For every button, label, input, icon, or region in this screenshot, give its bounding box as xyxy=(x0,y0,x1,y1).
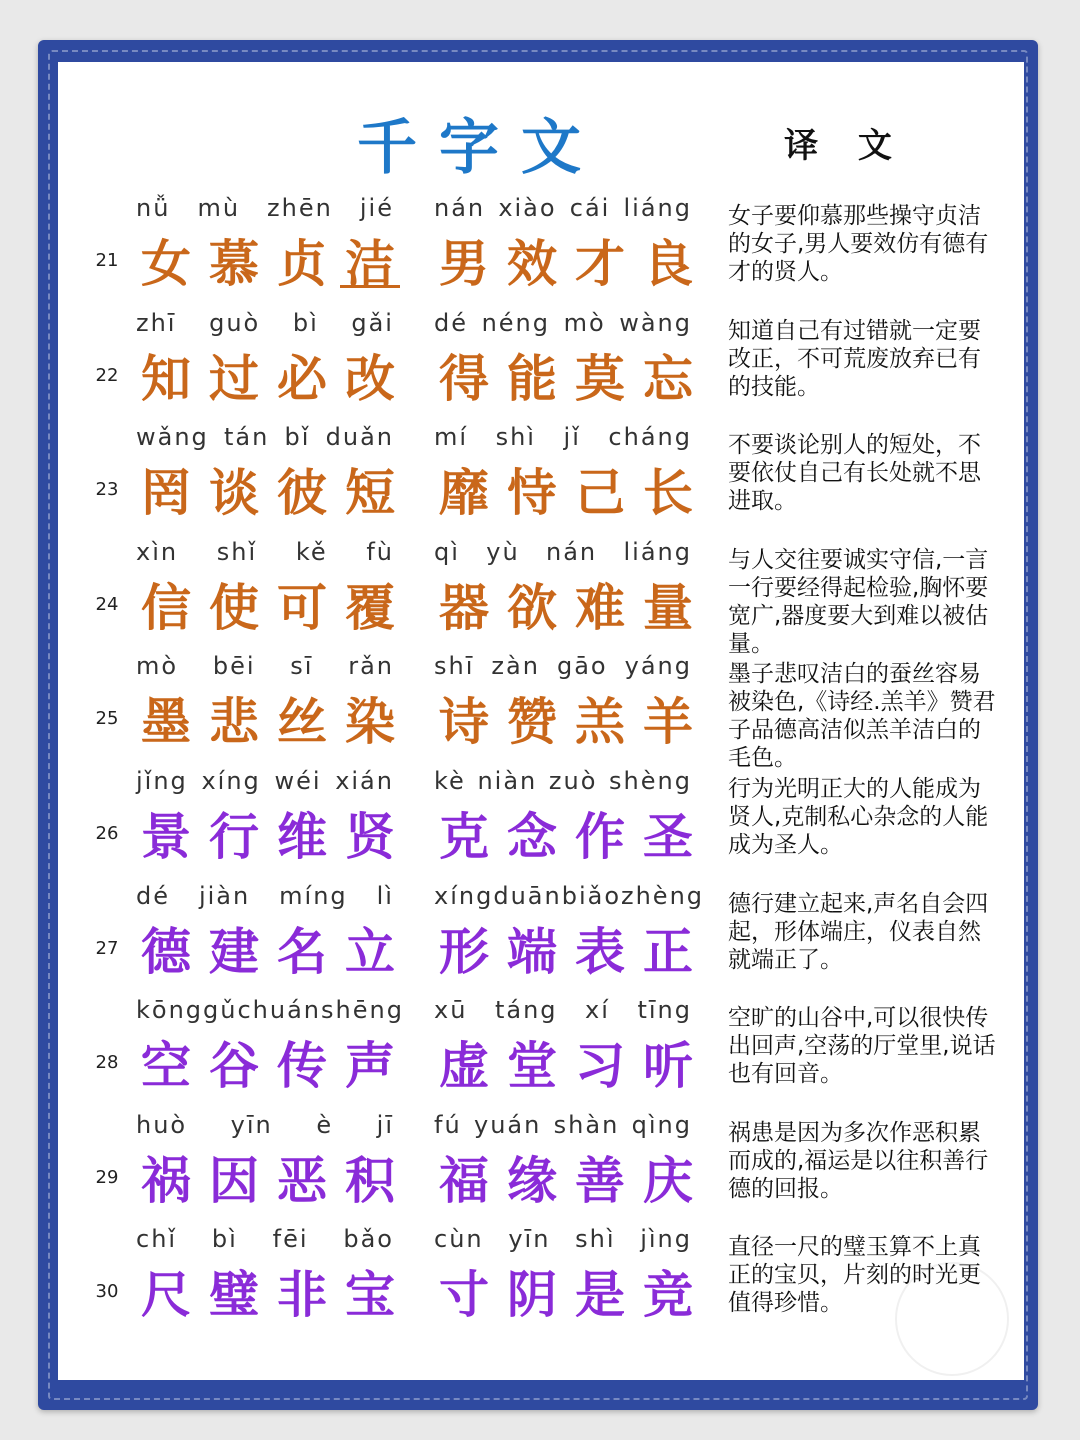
hanzi-left xyxy=(136,1255,400,1325)
pinyin-syllable: mù xyxy=(197,194,241,222)
verse-row xyxy=(88,988,1008,1102)
verse-number: 25 xyxy=(95,708,119,730)
hanzi-right xyxy=(434,453,698,523)
verse-translation: 女子要仰慕那些操守贞洁的女子,男人要效仿有德有才的贤人。 xyxy=(728,203,989,285)
verse-translation: 德行建立起来,声名自会四起，形体端庄，仪表自然就端正了。 xyxy=(728,890,989,973)
pinyin-syllable: shèng xyxy=(609,767,692,795)
hanzi-character: 女 xyxy=(141,234,191,293)
hanzi-character: 善 xyxy=(575,1150,625,1210)
hanzi-character: 短 xyxy=(345,463,395,523)
hanzi-character: 堂 xyxy=(507,1036,557,1096)
hanzi-character: 念 xyxy=(507,807,557,866)
verse-translation: 行为光明正大的人能成为贤人,克制私心杂念的人能成为圣人。 xyxy=(728,776,989,858)
hanzi-character: 圣 xyxy=(643,807,693,866)
hanzi-character: 空 xyxy=(141,1036,191,1096)
pinyin-syllable: tán xyxy=(223,423,270,452)
pinyin-right xyxy=(434,881,705,912)
verse-translation: 祸患是因为多次作恶积累而成的,福运是以往积善行德的回报。 xyxy=(728,1119,989,1202)
verse-number: 23 xyxy=(95,479,119,501)
pinyin-syllable: zuò xyxy=(548,767,598,795)
hanzi-character: 庆 xyxy=(643,1150,693,1210)
pinyin-syllable: nán xyxy=(434,194,486,222)
pinyin-syllable: shàn xyxy=(553,1110,620,1139)
hanzi-right xyxy=(434,568,698,637)
hanzi-character: 正 xyxy=(643,921,693,981)
hanzi-character: 己 xyxy=(575,463,625,523)
pinyin-syllable: fú xyxy=(434,1110,462,1139)
pinyin-right xyxy=(434,652,692,682)
verse-translation: 知道自己有过错就一定要改正，不可荒废放弃已有的技能。 xyxy=(728,317,981,400)
pinyin-syllable: duān xyxy=(493,881,562,910)
page-title: 千字文 xyxy=(357,113,603,183)
hanzi-character: 男 xyxy=(439,234,489,293)
pinyin-syllable: tīng xyxy=(637,996,692,1025)
hanzi-character: 行 xyxy=(209,807,259,866)
hanzi-left xyxy=(136,682,400,752)
verse-translation: 空旷的山谷中,可以很快传出回声,空荡的厅堂里,说话也有回音。 xyxy=(728,1005,996,1088)
hanzi-character: 贤 xyxy=(345,807,395,866)
pinyin-syllable: míng xyxy=(279,881,348,910)
pinyin-syllable: gǎi xyxy=(351,308,394,337)
hanzi-character: 非 xyxy=(277,1265,327,1325)
pinyin-syllable: bì xyxy=(292,308,319,337)
verse-number: 28 xyxy=(95,1052,119,1074)
hanzi-left xyxy=(136,1141,400,1210)
hanzi-character: 声 xyxy=(345,1036,395,1096)
hanzi-character: 丝 xyxy=(277,692,327,752)
pinyin-syllable: yuán xyxy=(474,1110,542,1139)
pinyin-syllable: xū xyxy=(434,996,468,1025)
pinyin-left xyxy=(136,423,394,453)
pinyin-syllable: fù xyxy=(366,537,394,566)
pinyin-syllable: bǐ xyxy=(284,423,311,452)
pinyin-syllable: jìng xyxy=(640,1225,692,1254)
hanzi-character: 端 xyxy=(507,921,557,981)
hanzi-character: 立 xyxy=(345,921,395,981)
hanzi-right xyxy=(434,339,698,408)
pinyin-syllable: shī xyxy=(434,652,475,681)
verse-translation: 不要谈论别人的短处，不要依仗自己有长处就不思进取。 xyxy=(728,432,981,515)
pinyin-syllable: wǎng xyxy=(136,423,209,452)
hanzi-character: 洁 xyxy=(340,224,400,288)
hanzi-character: 能 xyxy=(507,348,557,408)
hanzi-character: 宝 xyxy=(345,1265,395,1325)
hanzi-character: 欲 xyxy=(507,577,557,637)
hanzi-character: 信 xyxy=(141,577,191,637)
pinyin-syllable: bǎo xyxy=(343,1225,394,1254)
pinyin-left xyxy=(136,538,394,568)
hanzi-character: 贞 xyxy=(277,234,327,293)
hanzi-character: 效 xyxy=(507,234,557,293)
pinyin-syllable: zhī xyxy=(136,308,177,337)
hanzi-right xyxy=(434,224,698,293)
pinyin-syllable: shǐ xyxy=(216,537,258,566)
hanzi-character: 羔 xyxy=(575,692,625,752)
hanzi-character: 赞 xyxy=(507,692,557,752)
pinyin-syllable: shēng xyxy=(321,996,404,1025)
pinyin-syllable: nán xyxy=(546,537,598,566)
hanzi-character: 可 xyxy=(277,577,327,637)
hanzi-character: 慕 xyxy=(209,234,259,293)
pinyin-syllable: qìng xyxy=(631,1110,692,1139)
hanzi-character: 羊 xyxy=(643,692,693,752)
hanzi-character: 恃 xyxy=(507,463,557,523)
verse-number: 30 xyxy=(95,1281,119,1303)
pinyin-syllable: lì xyxy=(376,881,394,910)
hanzi-character: 谈 xyxy=(209,463,259,523)
hanzi-character: 维 xyxy=(277,807,327,866)
pinyin-syllable: yīn xyxy=(230,1110,273,1139)
pinyin-syllable: táng xyxy=(494,996,558,1025)
pinyin-left xyxy=(136,767,394,797)
hanzi-character: 诗 xyxy=(439,692,489,752)
pinyin-syllable: dé xyxy=(434,308,468,337)
pinyin-syllable: niàn xyxy=(477,767,538,795)
pinyin-syllable: néng xyxy=(481,308,550,337)
hanzi-right xyxy=(434,797,698,866)
pinyin-syllable: kě xyxy=(295,537,328,566)
hanzi-character: 悲 xyxy=(209,692,259,752)
verse-row xyxy=(88,415,1008,529)
hanzi-character: 靡 xyxy=(439,463,489,523)
hanzi-left xyxy=(136,797,400,866)
pinyin-right xyxy=(434,996,692,1026)
hanzi-character: 改 xyxy=(345,348,395,408)
hanzi-character: 墨 xyxy=(141,692,191,752)
verse-row xyxy=(88,644,1008,772)
pinyin-left xyxy=(136,309,394,339)
pinyin-syllable: yù xyxy=(486,537,520,566)
pinyin-right xyxy=(434,1225,692,1255)
pinyin-syllable: shì xyxy=(495,423,536,452)
hanzi-character: 祸 xyxy=(141,1150,191,1210)
hanzi-character: 是 xyxy=(575,1265,625,1325)
pinyin-syllable: huò xyxy=(136,1110,188,1139)
hanzi-character: 名 xyxy=(277,921,327,981)
pinyin-syllable: jǐ xyxy=(563,423,581,452)
verse-row xyxy=(88,530,1008,657)
hanzi-character: 过 xyxy=(209,348,259,408)
pinyin-syllable: duǎn xyxy=(325,423,394,452)
pinyin-syllable: dé xyxy=(136,881,170,910)
hanzi-character: 长 xyxy=(643,463,693,523)
hanzi-right xyxy=(434,682,698,752)
pinyin-syllable: cái xyxy=(569,194,611,222)
hanzi-right xyxy=(434,1141,698,1210)
verse-row xyxy=(88,301,1008,415)
hanzi-character: 寸 xyxy=(439,1265,489,1325)
hanzi-character: 缘 xyxy=(507,1150,557,1210)
hanzi-character: 景 xyxy=(141,807,191,866)
pinyin-syllable: cùn xyxy=(434,1225,484,1254)
verse-row xyxy=(88,186,1008,300)
hanzi-character: 作 xyxy=(575,807,625,866)
hanzi-character: 谷 xyxy=(209,1036,259,1096)
hanzi-character: 必 xyxy=(277,348,327,408)
pinyin-syllable: xíng xyxy=(434,881,494,910)
pinyin-syllable: qì xyxy=(434,537,460,566)
hanzi-character: 克 xyxy=(439,807,489,866)
hanzi-character: 罔 xyxy=(141,463,191,523)
hanzi-character: 建 xyxy=(209,921,259,981)
pinyin-syllable: chǐ xyxy=(136,1225,178,1254)
pinyin-right xyxy=(434,1111,692,1141)
pinyin-left xyxy=(136,1111,394,1141)
verse-translation: 直径一尺的璧玉算不上真正的宝贝，片刻的时光更值得珍惜。 xyxy=(728,1234,981,1317)
pinyin-left xyxy=(136,194,394,224)
pinyin-syllable: jǐng xyxy=(136,767,188,795)
hanzi-character: 表 xyxy=(575,921,625,981)
hanzi-right xyxy=(434,912,698,981)
hanzi-character: 量 xyxy=(643,577,693,637)
verse-row xyxy=(88,759,1008,873)
translation-header: 译 文 xyxy=(784,126,906,166)
pinyin-syllable: fēi xyxy=(272,1225,309,1254)
hanzi-character: 虚 xyxy=(439,1036,489,1096)
pinyin-syllable: liáng xyxy=(623,537,692,566)
pinyin-syllable: wéi xyxy=(274,767,322,795)
hanzi-character: 覆 xyxy=(345,577,395,637)
pinyin-right xyxy=(434,767,692,797)
verse-translation: 墨子悲叹洁白的蚕丝容易被染色,《诗经.羔羊》赞君子品德高洁似羔羊洁白的毛色。 xyxy=(728,661,996,772)
verse-row xyxy=(88,1103,1008,1217)
hanzi-character: 德 xyxy=(141,921,191,981)
hanzi-character: 得 xyxy=(439,348,489,408)
pinyin-left xyxy=(136,1225,394,1255)
verse-row xyxy=(88,1217,1008,1331)
verse-number: 26 xyxy=(95,823,119,844)
pinyin-syllable: wàng xyxy=(619,308,692,337)
verse-row xyxy=(88,874,1008,988)
hanzi-character: 积 xyxy=(345,1150,395,1210)
hanzi-character: 阴 xyxy=(507,1265,557,1325)
verse-number: 29 xyxy=(95,1166,119,1188)
pinyin-syllable: mò xyxy=(563,308,606,337)
pinyin-syllable: yáng xyxy=(624,652,692,681)
pinyin-right xyxy=(434,309,692,339)
hanzi-character: 福 xyxy=(439,1150,489,1210)
verse-number: 21 xyxy=(95,250,119,271)
hanzi-right xyxy=(434,1255,698,1325)
pinyin-syllable: jiàn xyxy=(198,881,251,910)
pinyin-left xyxy=(136,996,404,1026)
hanzi-character: 忘 xyxy=(643,348,693,408)
verse-number: 24 xyxy=(95,593,119,615)
pinyin-left xyxy=(136,652,394,682)
pinyin-syllable: zàn xyxy=(491,652,540,681)
verse-translation: 与人交往要诚实守信,一言一行要经得起检验,胸怀要宽广,器度要大到难以被估量。 xyxy=(728,546,989,657)
pinyin-syllable: guò xyxy=(209,308,261,337)
hanzi-character: 染 xyxy=(345,692,395,752)
pinyin-right xyxy=(434,423,692,453)
hanzi-character: 良 xyxy=(643,234,693,293)
hanzi-character: 尺 xyxy=(141,1265,191,1325)
watermark-seal xyxy=(895,1262,1009,1376)
pinyin-syllable: bēi xyxy=(212,652,256,681)
pinyin-syllable: xìn xyxy=(136,537,179,566)
pinyin-syllable: è xyxy=(316,1110,334,1139)
pinyin-syllable: mò xyxy=(136,652,179,681)
hanzi-character: 璧 xyxy=(209,1265,259,1325)
hanzi-left xyxy=(136,1026,400,1096)
hanzi-character: 才 xyxy=(575,234,625,293)
pinyin-syllable: xíng xyxy=(201,767,261,795)
hanzi-character: 形 xyxy=(439,921,489,981)
pinyin-right xyxy=(434,538,692,568)
pinyin-syllable: mí xyxy=(434,423,469,452)
hanzi-character: 竞 xyxy=(643,1265,693,1325)
hanzi-character: 莫 xyxy=(575,348,625,408)
pinyin-syllable: xiào xyxy=(498,194,557,222)
hanzi-left xyxy=(136,453,400,523)
hanzi-character: 恶 xyxy=(277,1150,327,1210)
pinyin-syllable: xí xyxy=(585,996,610,1025)
hanzi-character: 难 xyxy=(575,577,625,637)
pinyin-right xyxy=(434,194,692,224)
verse-number: 27 xyxy=(95,937,119,959)
pinyin-syllable: cháng xyxy=(608,423,692,452)
pinyin-syllable: gāo xyxy=(556,652,608,681)
pinyin-syllable: gǔ xyxy=(203,996,238,1025)
hanzi-left xyxy=(136,224,400,293)
pinyin-syllable: shì xyxy=(575,1225,616,1254)
pinyin-syllable: zhēn xyxy=(267,194,333,222)
verse-number: 22 xyxy=(95,364,119,386)
pinyin-syllable: chuán xyxy=(237,996,322,1025)
pinyin-left xyxy=(136,882,394,912)
pinyin-syllable: kōng xyxy=(136,996,204,1025)
pinyin-syllable: sī xyxy=(290,652,314,681)
hanzi-left xyxy=(136,568,400,637)
hanzi-left xyxy=(136,339,400,408)
pinyin-syllable: zhèng xyxy=(621,881,705,910)
hanzi-character: 听 xyxy=(643,1036,693,1096)
hanzi-right xyxy=(434,1026,698,1096)
pinyin-syllable: jī xyxy=(376,1110,394,1139)
pinyin-syllable: biǎo xyxy=(561,881,621,910)
hanzi-character: 使 xyxy=(209,577,259,637)
hanzi-character: 因 xyxy=(209,1150,259,1210)
hanzi-left xyxy=(136,912,400,981)
pinyin-syllable: liáng xyxy=(623,194,692,222)
pinyin-syllable: bì xyxy=(211,1225,238,1254)
pinyin-syllable: rǎn xyxy=(348,652,394,681)
hanzi-character: 传 xyxy=(277,1036,327,1096)
hanzi-character: 习 xyxy=(575,1036,625,1096)
hanzi-character: 彼 xyxy=(277,463,327,523)
pinyin-syllable: yīn xyxy=(508,1225,551,1254)
pinyin-syllable: nǚ xyxy=(136,194,171,222)
hanzi-character: 知 xyxy=(141,348,191,408)
pinyin-syllable: jié xyxy=(359,194,394,222)
hanzi-character: 器 xyxy=(439,577,489,637)
pinyin-syllable: xián xyxy=(335,767,394,795)
pinyin-syllable: kè xyxy=(434,767,466,795)
